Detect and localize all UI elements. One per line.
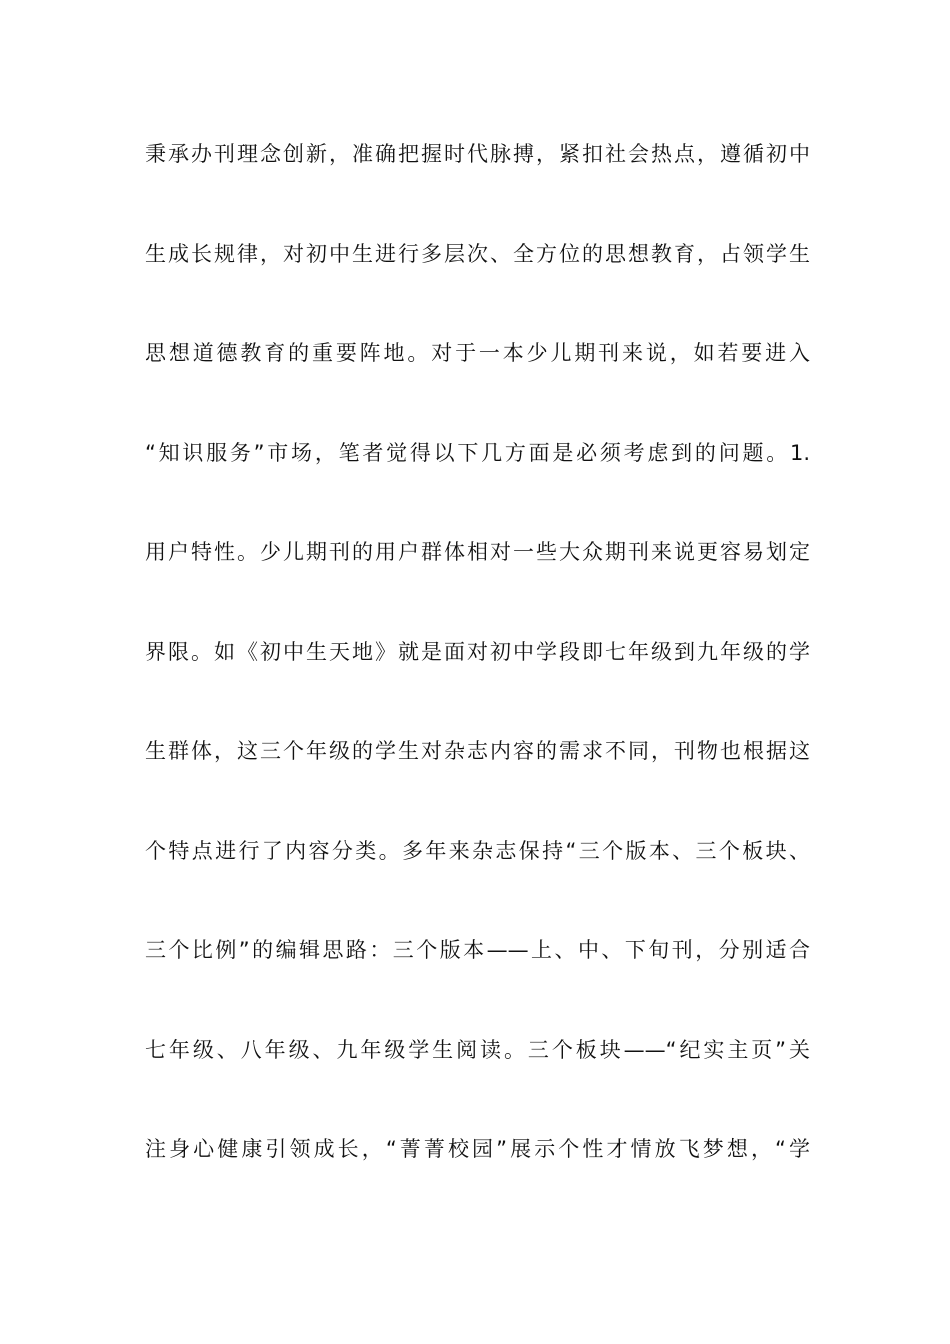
text-line: 思想道德教育的重要阵地。对于一本少儿期刊来说，如若要进入 (145, 341, 810, 365)
text-line: “知识服务”市场，笔者觉得以下几方面是必须考虑到的问题。1. (145, 440, 810, 465)
body-text (145, 132, 810, 1227)
text-line: 生群体，这三个年级的学生对杂志内容的需求不同，刊物也根据这 (145, 739, 810, 763)
text-line: 七年级、八年级、九年级学生阅读。三个板块——“纪实主页”关 (145, 1037, 810, 1062)
text-line: 注身心健康引领成长，“菁菁校园”展示个性才情放飞梦想，“学 (145, 1137, 810, 1161)
text-line: 秉承办刊理念创新，准确把握时代脉搏，紧扣社会热点，遵循初中 (145, 142, 810, 166)
text-line: 界限。如《初中生天地》就是面对初中学段即七年级到九年级的学 (145, 639, 810, 664)
text-line: 个特点进行了内容分类。多年来杂志保持“三个版本、三个板块、 (145, 838, 810, 863)
text-line: 三个比例”的编辑思路：三个版本——上、中、下旬刊，分别适合 (145, 938, 810, 962)
text-line: 生成长规律，对初中生进行多层次、全方位的思想教育，占领学生 (145, 241, 810, 266)
text-line: 用户特性。少儿期刊的用户群体相对一些大众期刊来说更容易划定 (145, 540, 810, 564)
